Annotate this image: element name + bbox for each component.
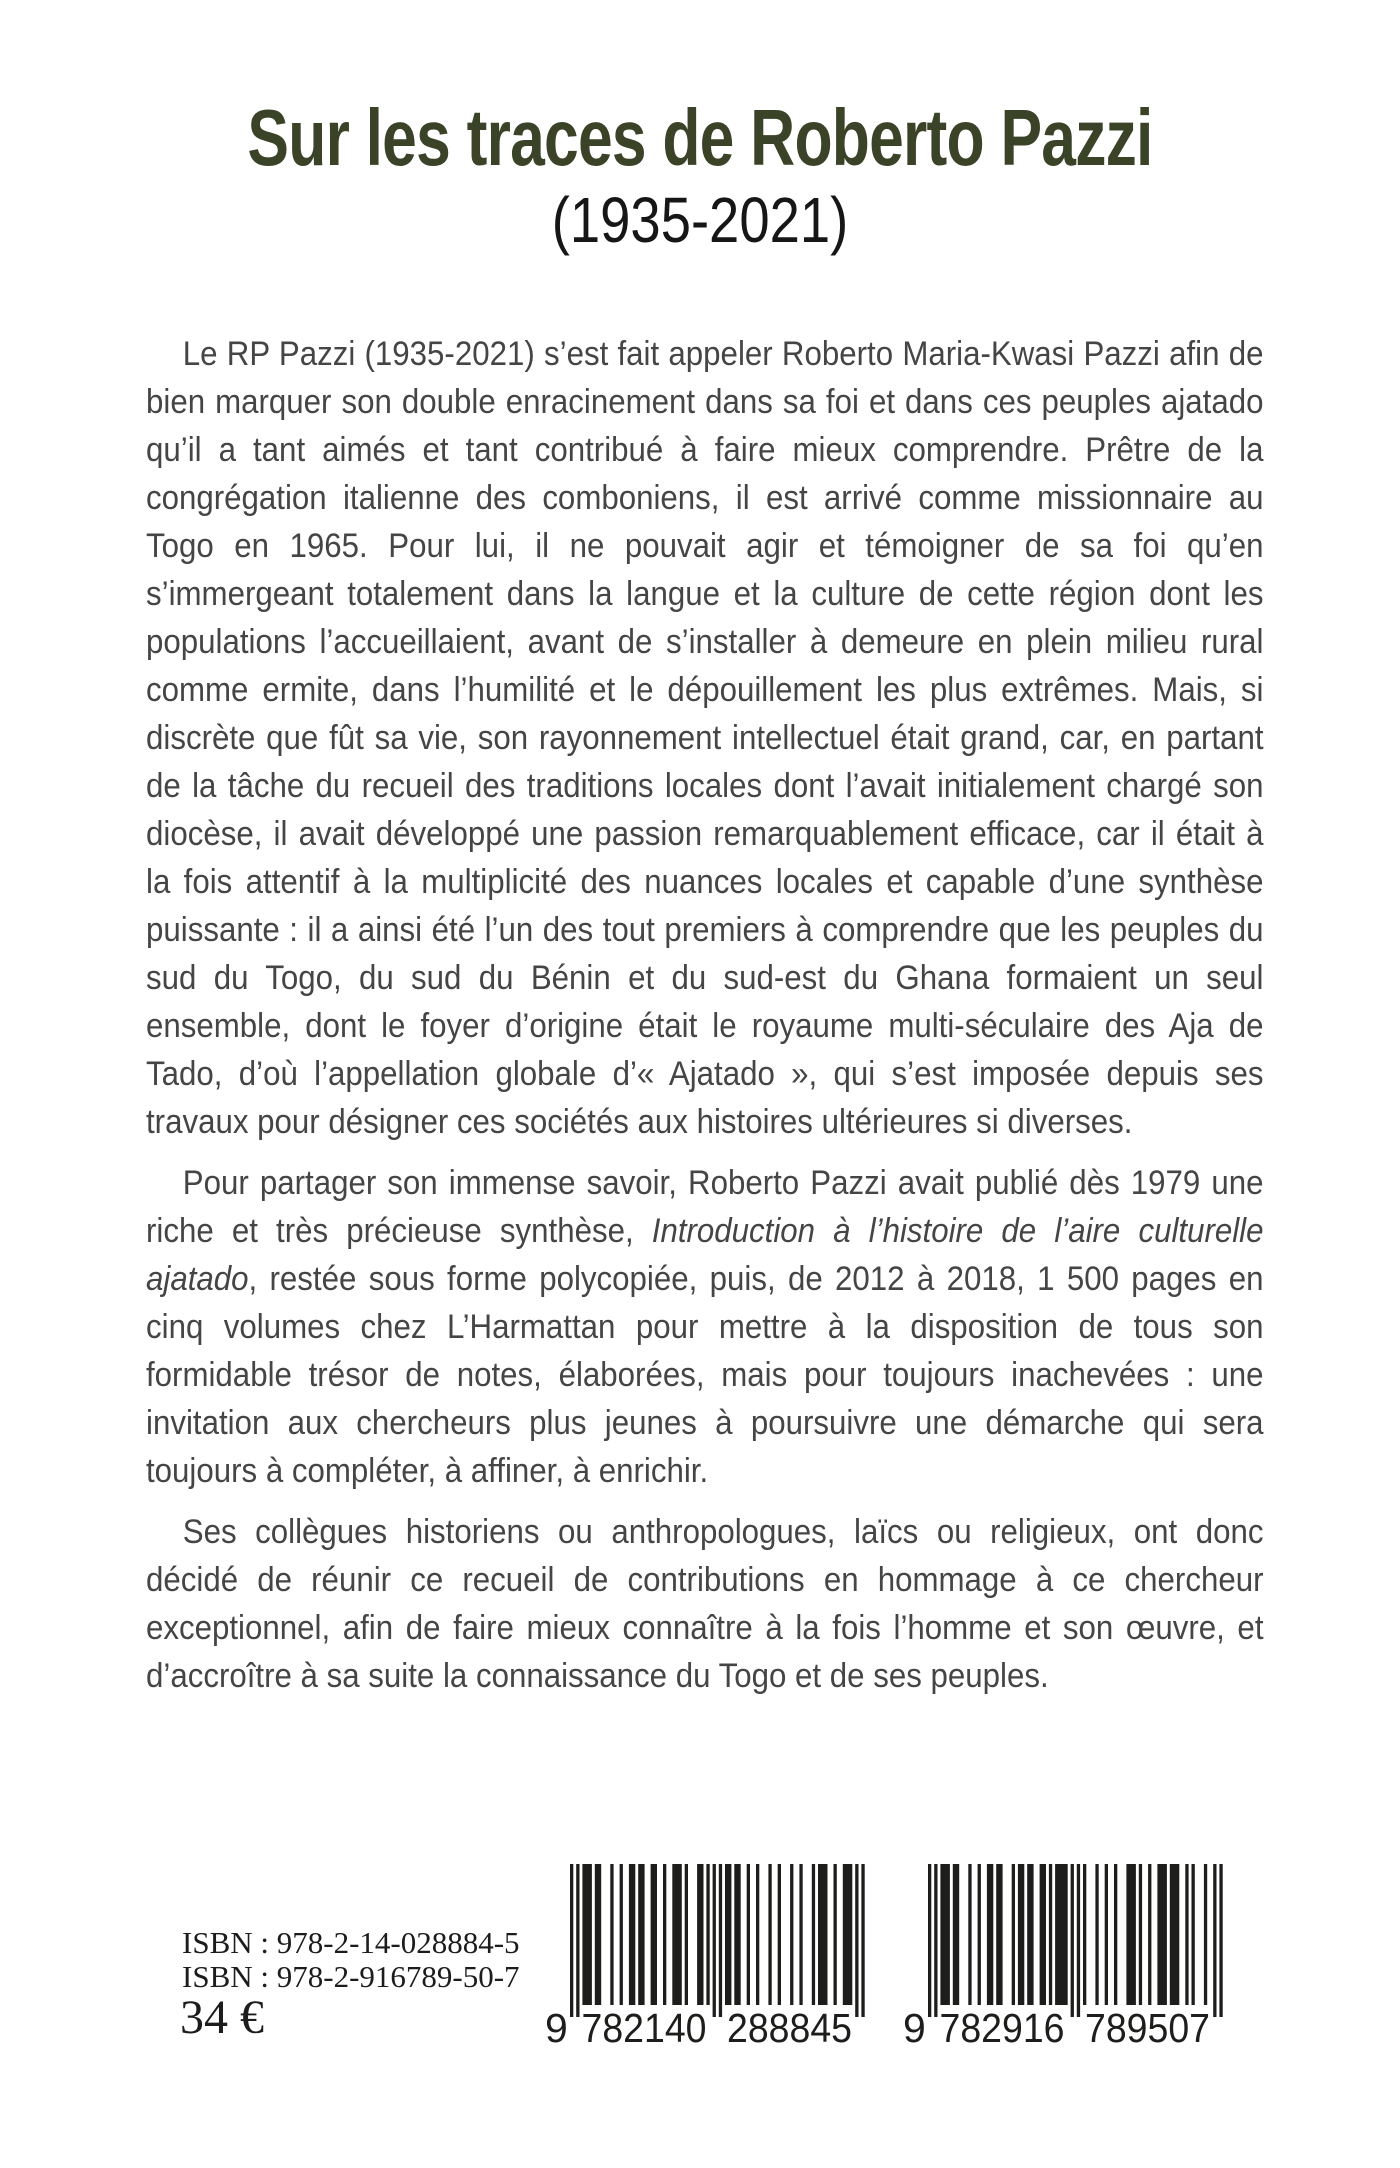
book-work-title: Introduction à l’histoire de l’aire culturelle ajatado [146, 1212, 1264, 1298]
svg-text:288845: 288845 [727, 2005, 852, 2046]
paragraph-publications-lead: Pour partager son immense savoir, Roberto Pazzi avait publié dès 1979 une riche et très précieuse synthèse, [146, 1164, 1264, 1250]
isbn-line-2: ISBN : 978-2-916789-50-7 [182, 1959, 520, 1994]
book-subtitle: (1935-2021) [551, 184, 849, 256]
paragraph-publications [146, 1159, 1264, 1495]
isbn-block [182, 1926, 520, 1994]
paragraph-tribute: Ses collègues historiens ou anthropologues, laïcs ou religieux, ont donc décidé de réunir ce recueil de contributions en hommage à ce chercheur exceptionnel, afin de faire mieux connaître à la fois l’homme et son œuvre, et d’accroître à sa suite la connaissance du Togo et de ses peuples. [146, 1513, 1264, 1695]
svg-text:782916: 782916 [939, 2005, 1065, 2046]
book-title: Sur les traces de Roberto Pazzi [247, 93, 1153, 182]
back-cover-text [146, 330, 1264, 1713]
ean13-barcode-right [903, 1864, 1233, 2046]
paragraph-publications-tail: , restée sous forme polycopiée, puis, de 2012 à 2018, 1 500 pages en cinq volumes chez L’Harmattan pour mettre à la disposition de tous son formidable trésor de notes, élaborées, mais pour toujours inachevées : une invitation aux chercheurs plus jeunes à poursuivre une démarche qui sera toujours à compléter, à affiner, à enrichir. [146, 1260, 1264, 1490]
svg-text:9: 9 [903, 2005, 926, 2046]
svg-text:789507: 789507 [1085, 2005, 1210, 2046]
svg-text:782140: 782140 [581, 2005, 707, 2046]
paragraph-biography: Le RP Pazzi (1935-2021) s’est fait appeler Roberto Maria-Kwasi Pazzi afin de bien marquer son double enracinement dans sa foi et dans ces peuples ajatado qu’il a tant aimés et tant contribué à faire mieux comprendre. Prêtre de la congrégation italienne des comboniens, il est arrivé comme missionnaire au Togo en 1965. Pour lui, il ne pouvait agir et témoigner de sa foi qu’en s’immergeant totalement dans la langue et la culture de cette région dont les populations l’accueillaient, avant de s’installer à demeure en plein milieu rural comme ermite, dans l’humilité et le dépouillement les plus extrêmes. Mais, si discrète que fût sa vie, son rayonnement intellectuel était grand, car, en partant de la tâche du recueil des traditions locales dont l’avait initialement chargé son diocèse, il avait développé une passion remarquablement efficace, car il était à la fois attentif à la multiplicité des nuances locales et capable d’une synthèse puissante : il a ainsi été l’un des tout premiers à comprendre que les peuples du sud du Togo, du sud du Bénin et du sud-est du Ghana formaient un seul ensemble, dont le foyer d’origine était le royaume multi-séculaire des Aja de Tado, d’où l’appellation globale d’« Ajatado », qui s’est imposée depuis ses travaux pour désigner ces sociétés aux histoires ultérieures si diverses. [146, 335, 1264, 1141]
isbn-line-1: ISBN : 978-2-14-028884-5 [182, 1925, 520, 1960]
svg-text:9: 9 [545, 2005, 568, 2046]
ean13-barcode-left [545, 1864, 875, 2046]
price-label: 34 € [180, 1991, 264, 2044]
